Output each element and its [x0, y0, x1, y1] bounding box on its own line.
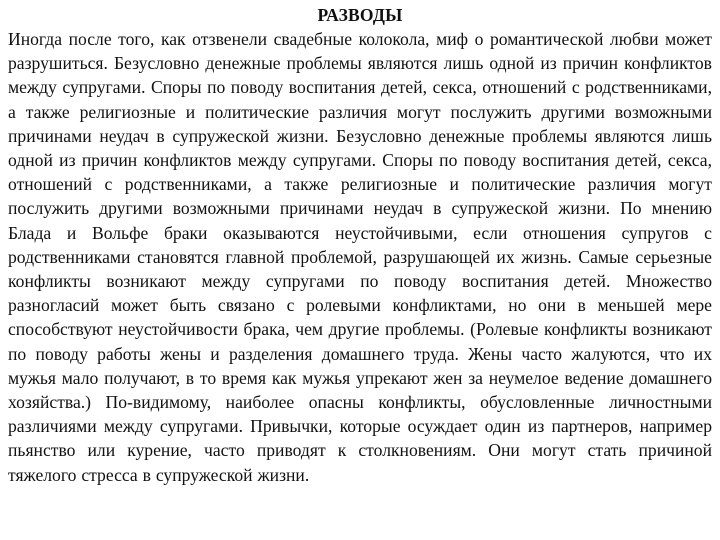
document-body-paragraph: Иногда после того, как отзвенели свадебные колокола, миф о романтической любви может разрушиться. Безусловно денежные проблемы являются лишь одной из причин конфликтов между супругами. Споры по поводу воспитания детей, секса, отношений с родственниками, а также религиозные и политические различия могут послужить другими возможными причинами неудач в супружеской жизни. Безусловно денежные проблемы являются лишь одной из причин конфликтов между супругами. Споры по поводу воспитания детей, секса, отношений с родственниками, а также религиозные и политические различия могут послужить другими возможными причинами неудач в супружеской жизни. По мнению Блада и Вольфе браки оказываются неустойчивыми, если отношения супругов с родственниками становятся главной проблемой, разрушающей их жизнь. Самые серьезные конфликты возникают между супругами по поводу воспитания детей. Множество разногласий может быть связано с ролевыми конфликтами, но они в меньшей мере способствуют неустойчивости брака, чем другие проблемы. (Ролевые конфликты возникают по поводу работы жены и разделения домашнего труда. Жены часто жалуются, что их мужья мало получают, в то время как мужья упрекают жен за неумелое ведение домашнего хозяйства.) По-видимому, наиболее опасны конфликты, обусловленные личностными различиями между супругами. Привычки, которые осуждает один из партнеров, например пьянство или курение, часто приводят к столкновениям. Они могут стать причиной тяжелого стресса в супружеской жизни.: [8, 29, 712, 485]
document-title: РАЗВОДЫ: [317, 5, 403, 25]
